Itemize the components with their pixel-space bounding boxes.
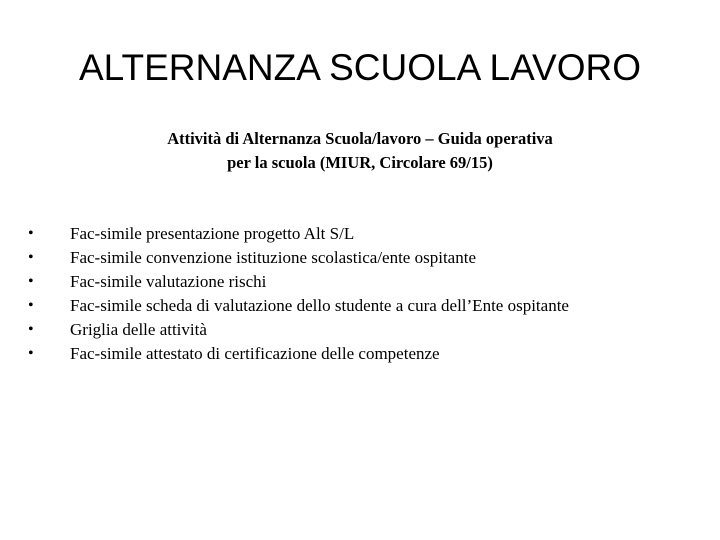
bullet-icon: •: [28, 321, 34, 338]
list-item: [28, 342, 569, 366]
list-item-label: Griglia delle attività: [70, 320, 207, 339]
list-item-label: Fac-simile convenzione istituzione scolastica/ente ospitante: [70, 248, 476, 267]
slide-title: ALTERNANZA SCUOLA LAVORO: [78, 47, 641, 88]
bullet-icon: •: [28, 273, 34, 290]
slide-subtitle: [0, 127, 720, 175]
subtitle-line-1: Attività di Alternanza Scuola/lavoro – Guida operativa: [167, 129, 553, 148]
bullet-icon: •: [28, 225, 34, 242]
bullet-icon: •: [28, 345, 34, 362]
list-item: [28, 294, 569, 318]
list-item: [28, 270, 569, 294]
list-item-label: Fac-simile scheda di valutazione dello studente a cura dell’Ente ospitante: [70, 296, 569, 315]
list-item: [28, 246, 569, 270]
bullet-list: [28, 222, 569, 366]
list-item-label: Fac-simile valutazione rischi: [70, 272, 267, 291]
list-item: [28, 222, 569, 246]
list-item-label: Fac-simile presentazione progetto Alt S/L: [70, 224, 355, 243]
subtitle-line-2: per la scuola (MIUR, Circolare 69/15): [227, 153, 493, 172]
list-item: [28, 318, 569, 342]
bullet-icon: •: [28, 297, 34, 314]
bullet-icon: •: [28, 249, 34, 266]
list-item-label: Fac-simile attestato di certificazione delle competenze: [70, 344, 440, 363]
